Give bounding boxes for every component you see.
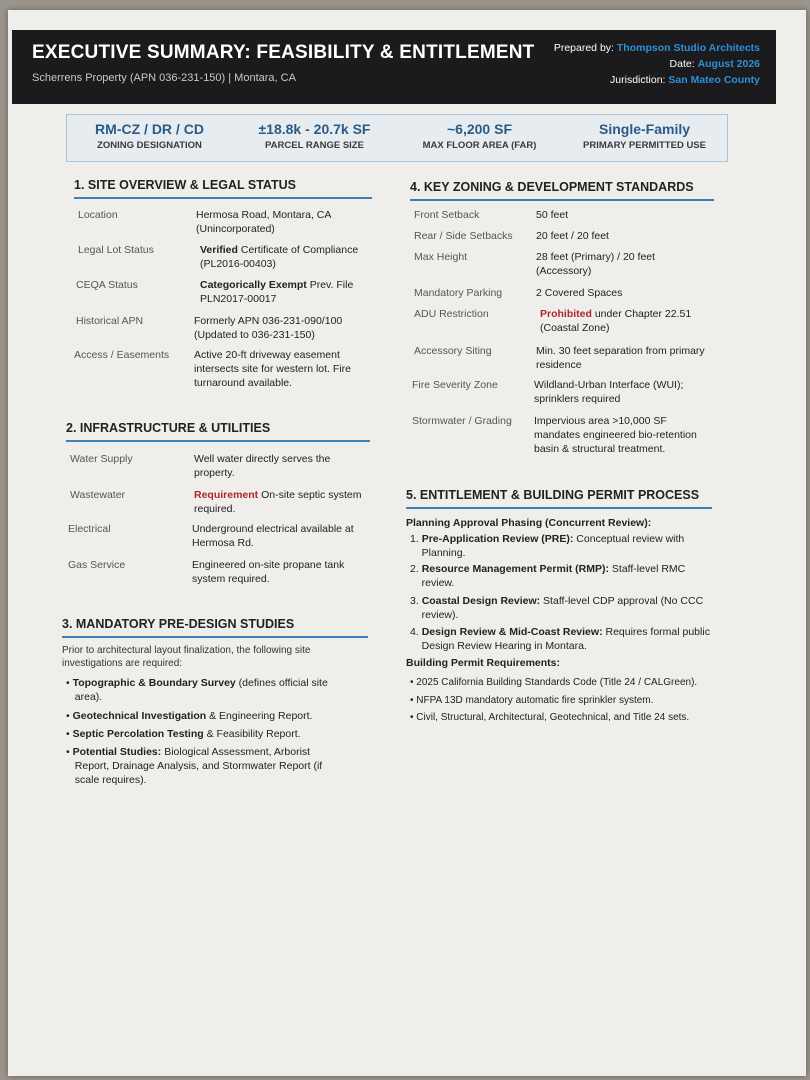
value-line: Certificate of Compliance <box>240 244 359 256</box>
summary-value: ~6,200 SF <box>447 121 512 137</box>
row-value <box>196 208 331 236</box>
section-title-studies: 3. MANDATORY PRE-DESIGN STUDIES <box>62 617 368 638</box>
value-line: required. <box>194 503 236 515</box>
step-name: Pre-Application Review (PRE): <box>421 533 574 545</box>
row-value <box>536 250 655 278</box>
status-tag: Categorically Exempt <box>200 279 307 291</box>
study-detail: (defines official site <box>235 677 328 689</box>
prepared-value: Thompson Studio Architects <box>616 42 760 54</box>
value-line: On-site septic system <box>261 489 362 501</box>
document-subtitle: Scherrens Property (APN 036-231-150) | Montara, CA <box>32 72 296 84</box>
summary-label: PARCEL RANGE SIZE <box>265 140 364 151</box>
jurisdiction-label: Jurisdiction: <box>610 74 666 86</box>
prohibited-tag: Prohibited <box>540 308 592 320</box>
permit-text: NFPA 13D mandatory automatic fire sprinkler system. <box>416 695 654 706</box>
value-line: 28 feet (Primary) / 20 feet <box>536 251 656 263</box>
phase-step <box>410 625 716 653</box>
zoning-row-parking <box>414 286 714 302</box>
study-detail: scale requires). <box>74 774 147 786</box>
row-key: Electrical <box>68 523 111 535</box>
study-name: Potential Studies: <box>72 746 162 758</box>
prepared-label: Prepared by: <box>553 42 614 54</box>
row-value: 20 feet / 20 feet <box>536 230 609 242</box>
zoning-row-adu <box>414 307 714 337</box>
row-key: Stormwater / Grading <box>412 415 512 427</box>
study-detail: & Engineering Report. <box>206 710 313 722</box>
row-key: Fire Severity Zone <box>412 379 498 391</box>
permit-text: 2025 California Building Standards Code (Title 24 / CALGreen). <box>416 677 698 688</box>
value-line: turnaround available. <box>194 377 293 389</box>
date-value: August 2026 <box>697 58 760 70</box>
study-item: • Potential Studies: Biological Assessment, Arborist Report, Drainage Analysis, and Stormwater Report (if scale requires). <box>66 746 323 786</box>
status-tag: Verified <box>200 244 238 256</box>
step-detail: review. <box>421 577 455 589</box>
value-line: property. <box>194 467 235 479</box>
value-line: Wildland-Urban Interface (WUI); <box>534 379 684 391</box>
phasing-title: Planning Approval Phasing (Concurrent Review): <box>406 517 652 529</box>
site-row-legal <box>78 243 378 273</box>
intro-line: investigations are required: <box>62 658 183 669</box>
step-name: Resource Management Permit (RMP): <box>421 563 609 575</box>
study-item: • Geotechnical Investigation & Engineering Report. <box>66 710 313 722</box>
row-key: Water Supply <box>70 453 133 465</box>
value-line: Underground electrical available at <box>192 523 354 535</box>
step-number: 1. <box>410 533 419 545</box>
infra-row-gas <box>68 558 368 588</box>
value-line: Engineered on-site propane tank <box>192 559 345 571</box>
site-row-location <box>78 208 378 238</box>
row-key: Rear / Side Setbacks <box>414 230 513 242</box>
study-name: Septic Percolation Testing <box>72 728 204 740</box>
value-line: Formerly APN 036-231-090/100 <box>194 315 343 327</box>
header-banner <box>12 30 776 104</box>
row-value <box>200 278 353 306</box>
permit-item: • 2025 California Building Standards Code (Title 24 / CALGreen). <box>410 677 698 688</box>
row-value <box>534 414 697 456</box>
infra-row-water <box>70 452 370 482</box>
permit-item: • NFPA 13D mandatory automatic fire sprinkler system. <box>410 695 654 706</box>
row-value <box>200 243 358 271</box>
row-key: ADU Restriction <box>414 308 489 320</box>
value-line: Well water directly serves the <box>194 453 331 465</box>
study-name: Topographic & Boundary Survey <box>72 677 236 689</box>
summary-value: Single-Family <box>598 121 691 137</box>
row-value <box>194 348 351 390</box>
summary-value: RM-CZ / DR / CD <box>95 121 204 137</box>
study-detail: & Feasibility Report. <box>203 728 301 740</box>
phase-step <box>410 562 716 590</box>
jurisdiction-value: San Mateo County <box>668 74 760 86</box>
row-value <box>534 378 683 406</box>
summary-strip <box>66 114 728 162</box>
summary-label: MAX FLOOR AREA (FAR) <box>422 140 537 151</box>
permit-item: • Civil, Structural, Architectural, Geotechnical, and Title 24 sets. <box>410 712 690 723</box>
step-number: 4. <box>410 626 419 638</box>
intro-line: Prior to architectural layout finalization, the following site <box>62 645 311 656</box>
zoning-row-front <box>414 208 714 224</box>
row-value <box>540 307 691 335</box>
section-title-site: 1. SITE OVERVIEW & LEGAL STATUS <box>74 178 372 199</box>
row-key: Access / Easements <box>74 349 170 361</box>
value-line: sprinklers required <box>534 393 621 405</box>
row-value: 50 feet <box>536 209 569 221</box>
step-detail: Staff-level RMC <box>608 563 686 575</box>
study-detail: Report, Drainage Analysis, and Stormwater Report (if <box>74 760 323 772</box>
study-detail: area). <box>74 691 103 703</box>
zoning-row-height <box>414 250 714 280</box>
step-name: Design Review & Mid-Coast Review: <box>421 626 603 638</box>
step-name: Coastal Design Review: <box>421 595 541 607</box>
value-line: Impervious area >10,000 SF <box>534 415 667 427</box>
study-detail: Biological Assessment, Arborist <box>161 746 311 758</box>
value-line: Prev. File <box>309 279 354 291</box>
infra-row-wastewater <box>70 488 370 518</box>
step-detail: Design Review Hearing in Montara. <box>421 640 587 652</box>
section-title-zoning: 4. KEY ZONING & DEVELOPMENT STANDARDS <box>410 180 714 201</box>
phase-step <box>410 594 716 622</box>
value-line: (PL2016-00403) <box>200 258 276 270</box>
value-line: basin & structural treatment. <box>534 443 666 455</box>
row-key: Accessory Siting <box>414 345 492 357</box>
zoning-row-accessory <box>414 344 714 374</box>
study-item: • Septic Percolation Testing & Feasibility Report. <box>66 728 301 740</box>
value-line: intersects site for western lot. Fire <box>194 363 351 375</box>
value-line: residence <box>536 359 582 371</box>
date-label: Date: <box>669 58 695 70</box>
step-detail: Conceptual review with <box>573 533 685 545</box>
step-number: 3. <box>410 595 419 607</box>
row-key: Wastewater <box>70 489 126 501</box>
row-value <box>192 522 354 550</box>
row-key: Mandatory Parking <box>414 287 503 299</box>
value-line: (Coastal Zone) <box>540 322 610 334</box>
value-line: under Chapter 22.51 <box>594 308 692 320</box>
row-value: 2 Covered Spaces <box>536 287 623 299</box>
summary-value: ±18.8k - 20.7k SF <box>258 121 371 137</box>
row-value <box>192 558 344 586</box>
document-title: EXECUTIVE SUMMARY: FEASIBILITY & ENTITLEMENT <box>32 42 535 63</box>
step-detail: Staff-level CDP approval (No CCC <box>540 595 704 607</box>
row-key: Location <box>78 209 118 221</box>
value-line: Hermosa Road, Montara, CA <box>196 209 332 221</box>
row-value <box>194 314 342 342</box>
row-value <box>194 452 330 480</box>
value-line: Min. 30 feet separation from primary <box>536 345 705 357</box>
row-key: Legal Lot Status <box>78 244 154 256</box>
summary-label: PRIMARY PERMITTED USE <box>583 140 706 151</box>
value-line: Hermosa Rd. <box>192 537 254 549</box>
value-line: system required. <box>192 573 270 585</box>
row-key: Gas Service <box>68 559 126 571</box>
summary-cell <box>397 115 562 161</box>
summary-cell <box>67 115 232 161</box>
site-row-ceqa <box>76 278 376 308</box>
step-number: 2. <box>410 563 419 575</box>
section-title-entitlement: 5. ENTITLEMENT & BUILDING PERMIT PROCESS <box>406 488 712 509</box>
phase-step <box>410 532 716 560</box>
zoning-row-stormwater <box>412 414 714 458</box>
study-item: • Topographic & Boundary Survey (defines official site area). <box>66 677 328 703</box>
value-line: (Updated to 036-231-150) <box>194 329 315 341</box>
value-line: (Accessory) <box>536 265 592 277</box>
row-key: Front Setback <box>414 209 480 221</box>
row-key: Max Height <box>414 251 468 263</box>
step-detail: Requires formal public <box>602 626 710 638</box>
value-line: PLN2017-00017 <box>200 293 277 305</box>
infra-row-electrical <box>68 522 368 552</box>
row-key: CEQA Status <box>76 279 138 291</box>
studies-intro <box>62 644 372 670</box>
row-value <box>536 344 705 372</box>
row-key: Historical APN <box>76 315 144 327</box>
study-name: Geotechnical Investigation <box>72 710 207 722</box>
site-row-access <box>74 348 378 392</box>
summary-label: ZONING DESIGNATION <box>97 140 202 151</box>
row-value <box>194 488 361 516</box>
value-line: Active 20-ft driveway easement <box>194 349 340 361</box>
value-line: mandates engineered bio-retention <box>534 429 697 441</box>
permit-text: Civil, Structural, Architectural, Geotechnical, and Title 24 sets. <box>416 712 690 723</box>
zoning-row-rear <box>414 229 714 245</box>
site-row-apn <box>76 314 376 344</box>
zoning-row-fire <box>412 378 714 408</box>
step-detail: review). <box>421 609 459 621</box>
summary-cell <box>232 115 397 161</box>
section-title-infra: 2. INFRASTRUCTURE & UTILITIES <box>66 421 370 442</box>
permit-title: Building Permit Requirements: <box>406 657 561 669</box>
requirement-tag: Requirement <box>194 489 259 501</box>
step-detail: Planning. <box>421 547 466 559</box>
value-line: (Unincorporated) <box>196 223 275 235</box>
summary-cell <box>562 115 727 161</box>
header-meta <box>554 40 760 88</box>
